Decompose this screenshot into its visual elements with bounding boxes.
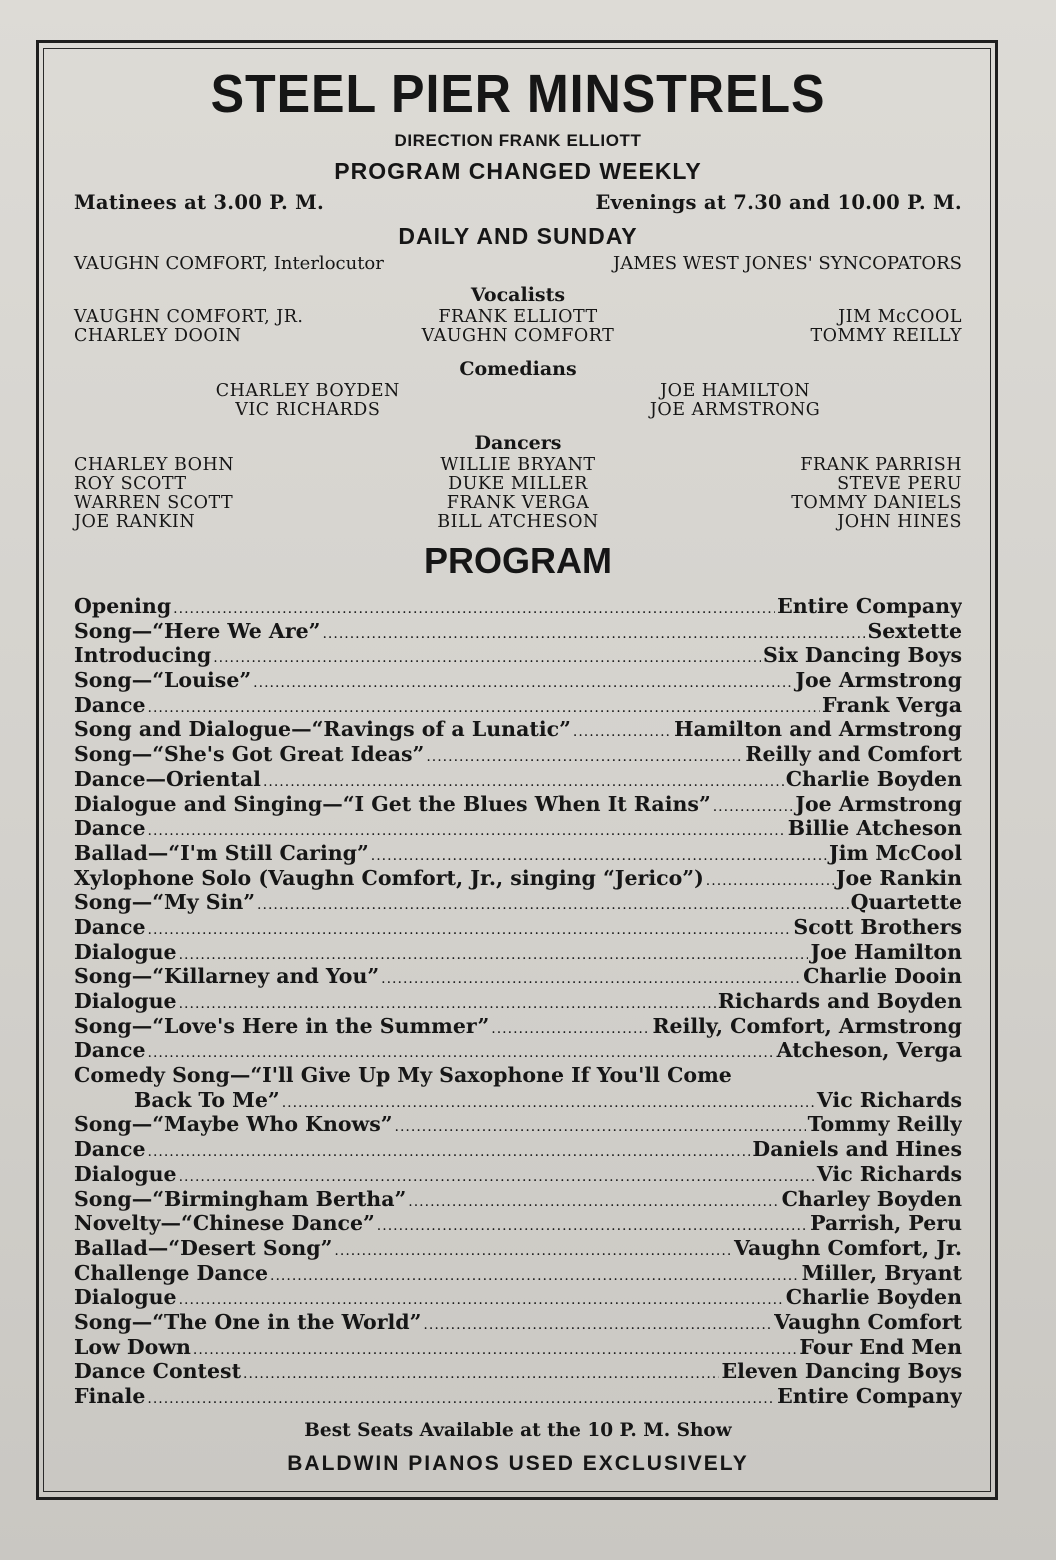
program-act: Song—“Killarney and You” (74, 964, 380, 989)
program-item (74, 1014, 962, 1039)
program-performer: Frank Verga (821, 692, 962, 717)
program-item (74, 767, 962, 792)
evening-times: Evenings at 7.30 and 10.00 P. M. (595, 191, 962, 214)
program-performer: Billie Atcheson (787, 816, 962, 841)
program-item (74, 668, 962, 693)
program-item (74, 989, 962, 1014)
dancers-heading: Dancers (474, 432, 562, 454)
program-act: Xylophone Solo (Vaughn Comfort, Jr., singing “Jerico”) (74, 865, 704, 890)
program-performer: Joe Armstrong (795, 668, 962, 693)
showtimes-row (74, 188, 962, 218)
band-name: JAMES WEST JONES' SYNCOPATORS (612, 253, 962, 274)
program-act: Song—“Maybe Who Knows” (74, 1112, 393, 1137)
program-performer: Charlie Boyden (785, 766, 962, 791)
baldwin-pianos-note: BALDWIN PIANOS USED EXCLUSIVELY (287, 1451, 749, 1475)
vocalist-name: FRANK ELLIOTT (438, 307, 598, 327)
program-act: Dance Contest (74, 1359, 242, 1384)
program-item (74, 792, 962, 817)
dot-leader (426, 745, 743, 767)
dot-leader (322, 622, 865, 644)
program-performer: Joe Hamilton (810, 939, 962, 964)
program-act: Dialogue (74, 1161, 177, 1186)
program-performer: Richards and Boyden (717, 989, 962, 1013)
dot-leader (193, 1338, 798, 1360)
program-item (74, 1162, 962, 1187)
program-act: Dialogue (74, 1285, 177, 1310)
program-performer: Parrish, Peru (810, 1211, 962, 1236)
vocalist-name: TOMMY REILLY (810, 326, 962, 346)
program-performer: Jim McCool (829, 840, 962, 865)
program-performer: Joe Rankin (835, 865, 962, 890)
vocalists-col-1 (74, 308, 370, 346)
program-act: Dialogue (74, 989, 177, 1013)
dot-leader (334, 1239, 732, 1261)
program-item (74, 1310, 962, 1335)
program-item (74, 1088, 962, 1113)
interlocutor-row (74, 252, 962, 276)
dot-leader (381, 967, 801, 989)
program-changed-line: PROGRAM CHANGED WEEKLY (334, 158, 702, 184)
interlocutor: VAUGHN COMFORT, Interlocutor (74, 253, 384, 274)
vocalists-list (74, 308, 962, 346)
direction-line: DIRECTION FRANK ELLIOTT (394, 131, 642, 150)
dot-leader (148, 696, 820, 718)
program-item (74, 940, 962, 965)
program-performer: Entire Company (777, 1384, 962, 1408)
dancer-name: JOHN HINES (837, 512, 962, 532)
program-act: Low Down (74, 1334, 191, 1359)
dot-leader (573, 720, 672, 742)
dancer-name: STEVE PERU (837, 474, 962, 494)
vocalists-col-2 (370, 308, 666, 346)
dancer-name: FRANK VERGA (446, 493, 590, 513)
program-act: Song—“She's Got Great Ideas” (74, 742, 425, 767)
program-performer: Vaughn Comfort, Jr. (734, 1235, 962, 1260)
program-performer: Miller, Bryant (801, 1260, 962, 1285)
program-act: Finale (74, 1384, 146, 1408)
program-act: Dialogue (74, 939, 177, 964)
program-heading: PROGRAM (424, 540, 612, 581)
dot-leader (213, 646, 761, 668)
program-item (74, 915, 962, 940)
matinee-times: Matinees at 3.00 P. M. (74, 191, 325, 214)
comedians-heading: Comedians (459, 358, 577, 380)
program-act: Song—“Birmingham Bertha” (74, 1186, 407, 1211)
program-item (74, 964, 962, 989)
comedians-list (74, 382, 962, 420)
dot-leader (179, 943, 809, 965)
comedian-name: CHARLEY BOYDEN (215, 381, 400, 401)
program-item (74, 1335, 962, 1360)
program-performer: Six Dancing Boys (762, 643, 962, 668)
best-seats-note: Best Seats Available at the 10 P. M. Show (304, 1419, 732, 1441)
program-act: Dance (74, 1137, 146, 1162)
program-act: Opening (74, 594, 172, 618)
program-act: Comedy Song—“I'll Give Up My Saxophone If You'll Come (74, 1063, 732, 1088)
dot-leader (257, 893, 849, 915)
vocalist-name: JIM McCOOL (838, 307, 962, 327)
dot-leader (147, 1387, 775, 1409)
dot-leader (713, 795, 794, 817)
program-act: Introducing (74, 643, 212, 668)
dancers-col-1 (74, 456, 370, 532)
dancer-name: TOMMY DANIELS (791, 493, 962, 513)
program-item (74, 1137, 962, 1162)
dancer-name: CHARLEY BOHN (74, 455, 235, 475)
program-item (74, 1359, 962, 1384)
program-performer: Vaughn Comfort (774, 1309, 962, 1334)
program-act: Dance (74, 692, 146, 717)
dot-leader (263, 770, 784, 792)
vocalist-name: VAUGHN COMFORT (421, 326, 615, 346)
dot-leader (395, 1115, 806, 1137)
program-act: Dance (74, 816, 146, 841)
program-act: Novelty—“Chinese Dance” (74, 1211, 375, 1236)
program-list (74, 594, 962, 1409)
dancer-name: WARREN SCOTT (74, 493, 234, 513)
program-item (74, 1038, 962, 1063)
dot-leader (371, 844, 827, 866)
dancer-name: DUKE MILLER (448, 474, 588, 494)
dot-leader (179, 992, 716, 1014)
comedian-name: VIC RICHARDS (235, 400, 381, 420)
program-act: Song—“My Sin” (74, 890, 256, 915)
dot-leader (282, 1091, 815, 1113)
program-performer: Joe Armstrong (795, 791, 962, 816)
program-performer: Charlie Boyden (785, 1285, 962, 1310)
vocalist-name: CHARLEY DOOIN (74, 326, 242, 346)
dancers-col-3 (666, 456, 962, 532)
dot-leader (148, 918, 792, 940)
dancer-name: FRANK PARRISH (800, 455, 962, 475)
program-act: Dialogue and Singing—“I Get the Blues When It Rains” (74, 791, 711, 816)
dancer-name: JOE RANKIN (74, 512, 196, 532)
program-act: Dance (74, 914, 146, 939)
program-performer: Reilly and Comfort (745, 742, 962, 767)
dot-leader (270, 1264, 800, 1286)
program-act: Challenge Dance (74, 1260, 269, 1285)
dot-leader (173, 597, 775, 619)
dot-leader (148, 1140, 751, 1162)
program-performer: Scott Brothers (793, 914, 962, 939)
vocalist-name: VAUGHN COMFORT, JR. (74, 307, 304, 327)
program-performer: Atcheson, Verga (776, 1038, 962, 1063)
program-item (74, 816, 962, 841)
daily-line: DAILY AND SUNDAY (398, 223, 638, 249)
program-item (74, 1236, 962, 1261)
program-act: Ballad—“I'm Still Caring” (74, 840, 369, 865)
program-act: Song—“Louise” (74, 668, 252, 693)
program-performer: Four End Men (799, 1334, 962, 1359)
vocalists-heading: Vocalists (470, 284, 566, 306)
program-item (74, 742, 962, 767)
dot-leader (408, 1190, 779, 1212)
program-performer: Sextette (867, 618, 962, 643)
program-performer: Vic Richards (816, 1087, 962, 1112)
program-performer: Hamilton and Armstrong (674, 717, 962, 742)
dot-leader (243, 1362, 719, 1384)
program-item (74, 890, 962, 915)
program-item (74, 841, 962, 866)
program-item (74, 1285, 962, 1310)
program-act: Song and Dialogue—“Ravings of a Lunatic” (74, 717, 571, 742)
dot-leader (179, 1288, 784, 1310)
comedian-name: JOE ARMSTRONG (649, 400, 821, 420)
dot-leader (253, 671, 793, 693)
dot-leader (377, 1214, 808, 1236)
program-item (74, 1211, 962, 1236)
program-act: Ballad—“Desert Song” (74, 1235, 333, 1260)
program-performer: Daniels and Hines (752, 1137, 962, 1162)
program-item (74, 1384, 962, 1409)
program-act: Song—“Love's Here in the Summer” (74, 1013, 490, 1038)
program-act: Song—“Here We Are” (74, 618, 321, 643)
dot-leader (179, 1165, 815, 1187)
dancers-list (74, 456, 962, 532)
dancers-col-2 (370, 456, 666, 532)
dancer-name: WILLIE BRYANT (440, 455, 596, 475)
program-item (74, 1063, 962, 1088)
program-item (74, 643, 962, 668)
dot-leader (706, 869, 834, 891)
program-item (74, 1261, 962, 1286)
vocalists-col-3 (666, 308, 962, 346)
program-act: Dance (74, 1038, 146, 1063)
program-act: Dance—Oriental (74, 766, 261, 791)
program-item (74, 1112, 962, 1137)
program-content (74, 58, 962, 1483)
program-performer: Charlie Dooin (803, 964, 962, 989)
program-item (74, 619, 962, 644)
page-title: STEEL PIER MINSTRELS (210, 64, 826, 124)
comedians-col-2 (650, 382, 820, 420)
program-item (74, 717, 962, 742)
dancer-name: BILL ATCHESON (437, 512, 599, 532)
comedians-col-1 (216, 382, 400, 420)
program-item (74, 1187, 962, 1212)
program-performer: Tommy Reilly (807, 1112, 962, 1137)
comedian-name: JOE HAMILTON (660, 381, 811, 401)
dot-leader (423, 1313, 772, 1335)
program-item (74, 594, 962, 619)
dancer-name: ROY SCOTT (74, 474, 187, 494)
program-act: Song—“The One in the World” (74, 1309, 422, 1334)
program-performer: Reilly, Comfort, Armstrong (652, 1013, 962, 1038)
dot-leader (148, 819, 786, 841)
dot-leader (491, 1017, 650, 1039)
program-act: Back To Me” (134, 1087, 280, 1112)
program-performer: Quartette (850, 890, 962, 915)
dot-leader (148, 1041, 775, 1063)
program-item (74, 693, 962, 718)
program-performer: Charley Boyden (781, 1186, 962, 1211)
program-performer: Vic Richards (816, 1161, 962, 1186)
program-performer: Eleven Dancing Boys (721, 1359, 962, 1384)
program-item (74, 866, 962, 891)
program-performer: Entire Company (777, 594, 962, 618)
